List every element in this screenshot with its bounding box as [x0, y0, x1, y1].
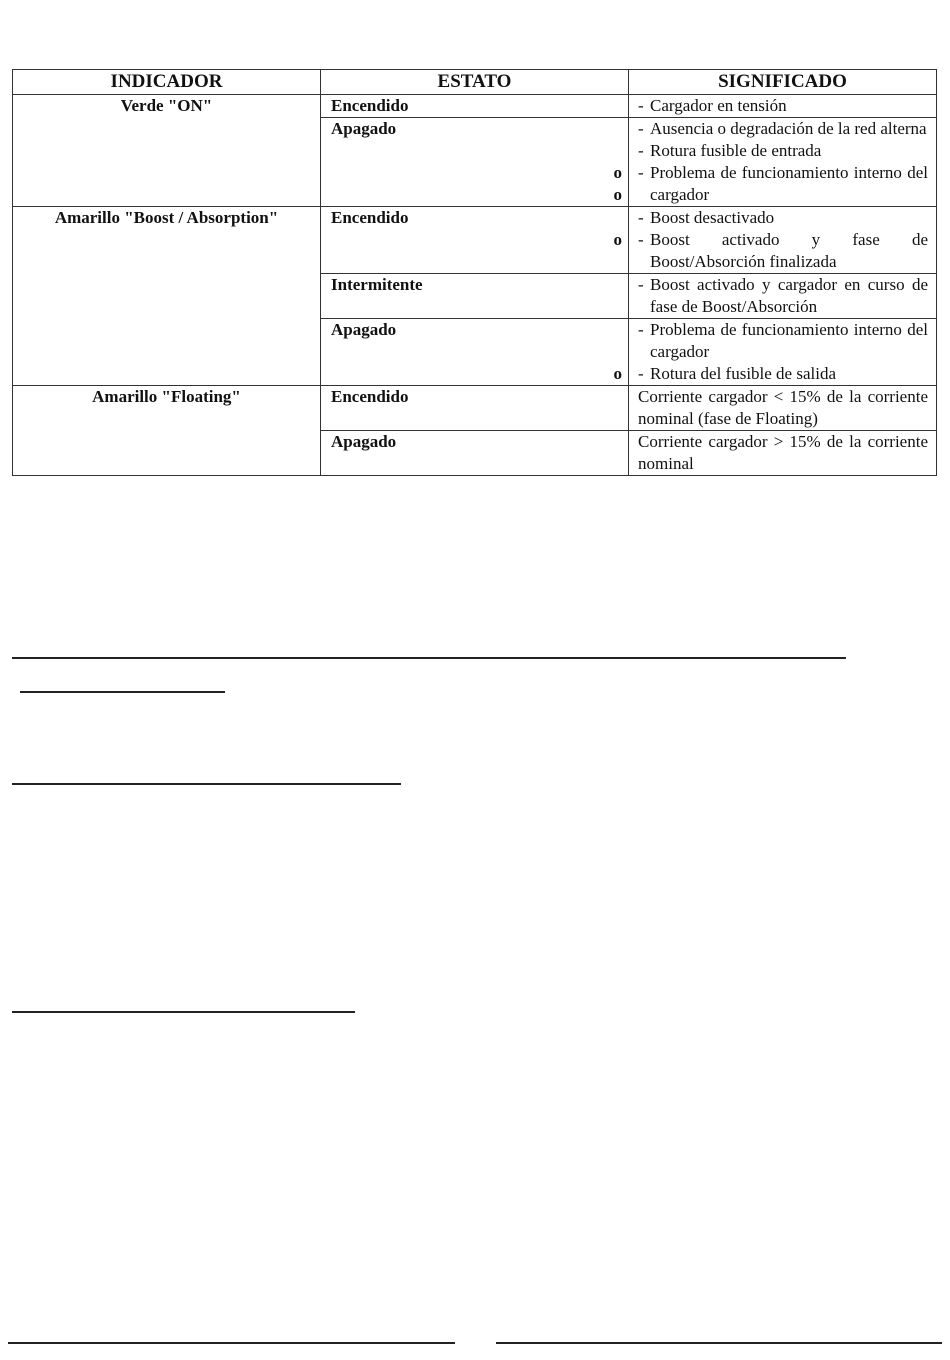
list-item: - Problema de funcionamiento interno del cargador	[638, 163, 928, 204]
header-significado: SIGNIFICADO	[629, 70, 937, 95]
header-indicador: INDICADOR	[13, 70, 321, 95]
table-header-row	[13, 70, 937, 95]
estado-label: Apagado	[331, 119, 397, 138]
list-item: - Boost activado y fase de Boost/Absorción finalizada	[638, 230, 928, 271]
list-item: - Boost desactivado	[638, 208, 775, 227]
significado-cell	[629, 118, 937, 207]
list-item: - Cargador en tensión	[638, 96, 787, 115]
or-marker: o	[613, 364, 622, 383]
estado-label: Apagado	[331, 432, 397, 451]
estado-cell	[321, 386, 629, 431]
or-marker: o	[613, 230, 622, 249]
header-estado: ESTATO	[321, 70, 629, 95]
indicator-cell: Amarillo "Floating"	[13, 386, 321, 476]
blank-line	[12, 1011, 355, 1013]
estado-cell	[321, 118, 629, 207]
table-row	[13, 95, 937, 118]
significado-text: Corriente cargador < 15% de la corriente nominal (fase de Floating)	[638, 387, 928, 428]
or-marker: o	[613, 163, 622, 182]
signature-line	[8, 1342, 455, 1344]
estado-label: Encendido	[331, 96, 409, 115]
blank-line	[20, 691, 225, 693]
estado-cell	[321, 207, 629, 274]
significado-cell	[629, 207, 937, 274]
significado-cell	[629, 95, 937, 118]
indicator-cell: Verde "ON"	[13, 95, 321, 207]
blank-line	[12, 657, 846, 659]
significado-cell	[629, 431, 937, 476]
list-item: - Ausencia o degradación de la red alterna	[638, 119, 927, 138]
estado-label: Apagado	[331, 320, 397, 339]
estado-cell	[321, 431, 629, 476]
blank-line	[12, 783, 401, 785]
significado-cell	[629, 319, 937, 386]
list-item: - Problema de funcionamiento interno del cargador	[638, 320, 928, 361]
table-row	[13, 386, 937, 431]
estado-label: Intermitente	[331, 275, 423, 294]
indicator-cell: Amarillo "Boost / Absorption"	[13, 207, 321, 386]
estado-cell	[321, 274, 629, 319]
signature-line	[496, 1342, 942, 1344]
list-item: - Rotura fusible de entrada	[638, 141, 822, 160]
estado-cell	[321, 95, 629, 118]
or-marker: o	[613, 185, 622, 204]
estado-label: Encendido	[331, 208, 409, 227]
significado-cell	[629, 274, 937, 319]
table-row	[13, 207, 937, 274]
indicator-table	[12, 69, 937, 476]
significado-cell	[629, 386, 937, 431]
list-item: - Rotura del fusible de salida	[638, 364, 837, 383]
estado-label: Encendido	[331, 387, 409, 406]
significado-text: Corriente cargador > 15% de la corriente nominal	[638, 432, 928, 473]
estado-cell	[321, 319, 629, 386]
list-item: - Boost activado y cargador en curso de fase de Boost/Absorción	[638, 275, 928, 316]
